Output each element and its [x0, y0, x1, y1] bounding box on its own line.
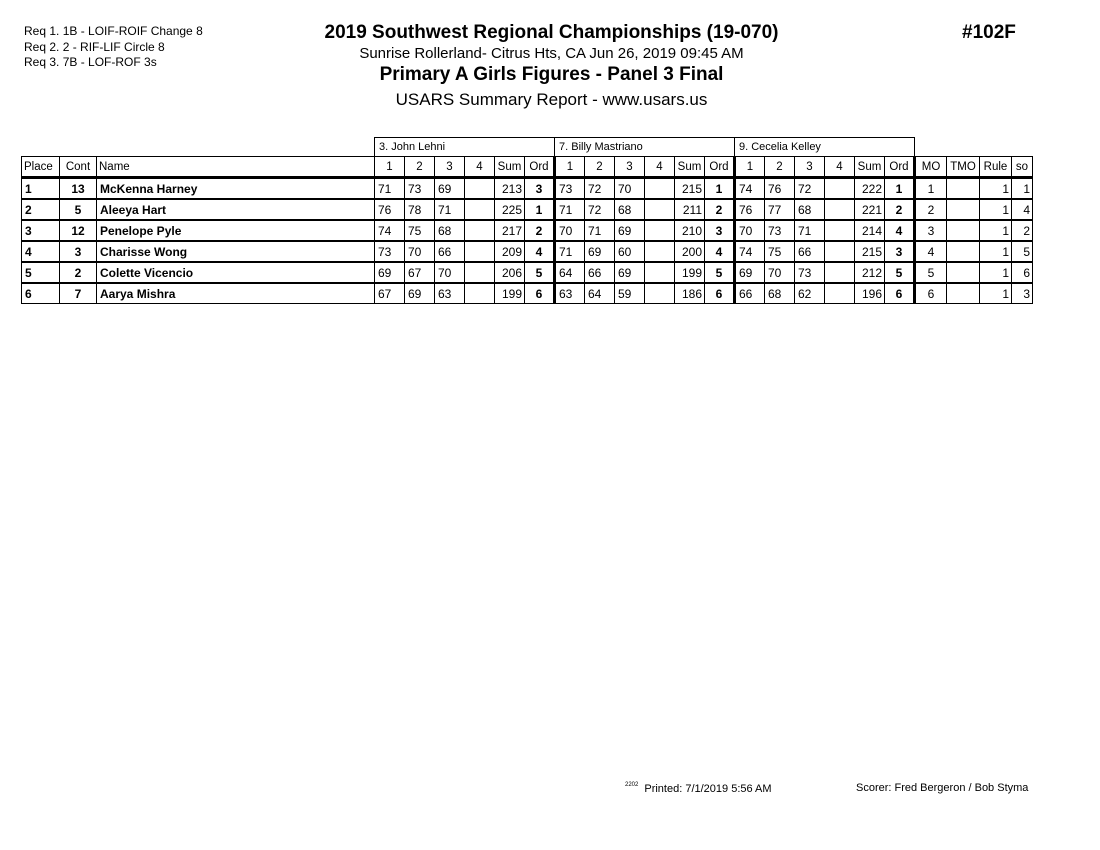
requirement-2: Req 2. 2 - RIF-LIF Circle 8 — [24, 39, 165, 54]
judge-2-sum: 199 — [675, 262, 705, 283]
judge-1-mark-1: 67 — [375, 283, 405, 304]
judge-1-mark-2: 67 — [405, 262, 435, 283]
judge-3-mark-4 — [825, 220, 855, 241]
header-place: Place — [22, 157, 60, 178]
so-cell: 3 — [1012, 283, 1033, 304]
judge-1-mark-3: 71 — [435, 199, 465, 220]
header-judge-1-mark-3: 3 — [435, 157, 465, 178]
header-cont: Cont — [60, 157, 97, 178]
header-judge-2-ord: Ord — [705, 157, 735, 178]
judge-3-mark-2: 68 — [765, 283, 795, 304]
judge-1-ordinal: 4 — [525, 241, 555, 262]
cont-cell: 3 — [60, 241, 97, 262]
header-judge-2-mark-2: 2 — [585, 157, 615, 178]
tmo-cell — [947, 262, 980, 283]
judge-2-mark-1: 64 — [555, 262, 585, 283]
judge-3-ordinal: 4 — [885, 220, 915, 241]
judge-3-name: 9. Cecelia Kelley — [735, 138, 915, 157]
cont-cell: 13 — [60, 178, 97, 200]
judge-2-mark-4 — [645, 178, 675, 200]
header-judge-1-mark-1: 1 — [375, 157, 405, 178]
tmo-cell — [947, 220, 980, 241]
mo-cell: 2 — [915, 199, 947, 220]
judge-2-mark-2: 64 — [585, 283, 615, 304]
place-cell: 5 — [22, 262, 60, 283]
judge-1-mark-2: 70 — [405, 241, 435, 262]
header-judge-1-sum: Sum — [495, 157, 525, 178]
judge-1-ordinal: 5 — [525, 262, 555, 283]
judge-1-mark-1: 69 — [375, 262, 405, 283]
header-judge-2-mark-1: 1 — [555, 157, 585, 178]
report-title: USARS Summary Report - www.usars.us — [395, 90, 708, 109]
printed-date: Printed: 7/1/2019 5:56 AM — [644, 783, 772, 795]
mo-cell: 3 — [915, 220, 947, 241]
judge-3-ordinal: 5 — [885, 262, 915, 283]
judge-3-mark-3: 66 — [795, 241, 825, 262]
judge-2-mark-3: 69 — [615, 262, 645, 283]
judge-1-mark-2: 73 — [405, 178, 435, 200]
header-rule: Rule — [980, 157, 1012, 178]
judge-2-mark-1: 71 — [555, 241, 585, 262]
judge-3-mark-2: 76 — [765, 178, 795, 200]
skater-name-cell: Charisse Wong — [97, 241, 375, 262]
judge-1-sum: 206 — [495, 262, 525, 283]
table-row — [22, 262, 1033, 283]
judge-2-mark-4 — [645, 262, 675, 283]
place-cell: 3 — [22, 220, 60, 241]
judge-1-name: 3. John Lehni — [375, 138, 555, 157]
judge-3-mark-1: 66 — [735, 283, 765, 304]
judge-3-ordinal: 2 — [885, 199, 915, 220]
report-code: 2202 — [625, 782, 639, 788]
judge-1-mark-3: 70 — [435, 262, 465, 283]
tmo-cell — [947, 241, 980, 262]
header-judge-3-mark-1: 1 — [735, 157, 765, 178]
judge-3-mark-2: 73 — [765, 220, 795, 241]
rule-cell: 1 — [980, 241, 1012, 262]
judge-3-ordinal: 3 — [885, 241, 915, 262]
rule-cell: 1 — [980, 283, 1012, 304]
judge-2-mark-4 — [645, 220, 675, 241]
requirement-3: Req 3. 7B - LOF-ROF 3s — [24, 55, 157, 69]
judge-2-mark-2: 72 — [585, 178, 615, 200]
so-cell: 1 — [1012, 178, 1033, 200]
judge-1-mark-4 — [465, 220, 495, 241]
judge-2-mark-4 — [645, 283, 675, 304]
header-judge-3-mark-4: 4 — [825, 157, 855, 178]
header-mo: MO — [915, 157, 947, 178]
judge-1-mark-4 — [465, 178, 495, 200]
judge-1-sum: 225 — [495, 199, 525, 220]
judge-2-mark-1: 71 — [555, 199, 585, 220]
judge-1-sum: 199 — [495, 283, 525, 304]
table-row — [22, 220, 1033, 241]
judge-3-ordinal: 6 — [885, 283, 915, 304]
judge-1-mark-2: 69 — [405, 283, 435, 304]
judge-1-mark-1: 71 — [375, 178, 405, 200]
place-cell: 1 — [22, 178, 60, 200]
cont-cell: 5 — [60, 199, 97, 220]
table-row — [22, 283, 1033, 304]
scorer-info: Scorer: Fred Bergeron / Bob Styma — [856, 782, 1029, 794]
judge-2-name: 7. Billy Mastriano — [555, 138, 735, 157]
event-title: Primary A Girls Figures - Panel 3 Final — [379, 64, 724, 85]
judge-2-sum: 215 — [675, 178, 705, 200]
mo-cell: 1 — [915, 178, 947, 200]
judge-2-mark-3: 68 — [615, 199, 645, 220]
judge-3-mark-1: 70 — [735, 220, 765, 241]
judge-2-sum: 210 — [675, 220, 705, 241]
column-header-row — [22, 157, 1033, 178]
judge-1-ordinal: 2 — [525, 220, 555, 241]
header-judge-1-ord: Ord — [525, 157, 555, 178]
table-row — [22, 178, 1033, 200]
judge-1-ordinal: 1 — [525, 199, 555, 220]
judge-2-mark-2: 71 — [585, 220, 615, 241]
venue-date: Sunrise Rollerland- Citrus Hts, CA Jun 26, 2019 09:45 AM — [359, 45, 744, 62]
header-judge-3-sum: Sum — [855, 157, 885, 178]
judge-3-mark-3: 62 — [795, 283, 825, 304]
judge-3-sum: 215 — [855, 241, 885, 262]
results-table — [21, 137, 1033, 304]
judge-3-sum: 196 — [855, 283, 885, 304]
judge-2-mark-3: 59 — [615, 283, 645, 304]
skater-name-cell: Penelope Pyle — [97, 220, 375, 241]
judge-2-sum: 200 — [675, 241, 705, 262]
judge-3-mark-3: 71 — [795, 220, 825, 241]
tmo-cell — [947, 199, 980, 220]
requirement-1: Req 1. 1B - LOIF-ROIF Change 8 — [24, 24, 203, 38]
printed-info — [625, 782, 772, 795]
place-cell: 4 — [22, 241, 60, 262]
competition-title: 2019 Southwest Regional Championships (19-070) — [324, 22, 779, 43]
judge-1-mark-4 — [465, 199, 495, 220]
judge-3-mark-4 — [825, 262, 855, 283]
judge-2-ordinal: 1 — [705, 178, 735, 200]
rule-cell: 1 — [980, 262, 1012, 283]
judge-2-ordinal: 4 — [705, 241, 735, 262]
judge-2-mark-2: 69 — [585, 241, 615, 262]
judge-2-ordinal: 2 — [705, 199, 735, 220]
judge-3-mark-1: 74 — [735, 241, 765, 262]
judge-2-mark-4 — [645, 241, 675, 262]
judge-1-mark-4 — [465, 241, 495, 262]
judge-1-mark-3: 63 — [435, 283, 465, 304]
rule-cell: 1 — [980, 199, 1012, 220]
judge-3-mark-1: 69 — [735, 262, 765, 283]
header-judge-2-mark-3: 3 — [615, 157, 645, 178]
judge-1-mark-3: 68 — [435, 220, 465, 241]
place-cell: 6 — [22, 283, 60, 304]
judge-1-ordinal: 3 — [525, 178, 555, 200]
judge-2-sum: 186 — [675, 283, 705, 304]
judge-1-mark-1: 76 — [375, 199, 405, 220]
cont-cell: 12 — [60, 220, 97, 241]
judge-1-mark-4 — [465, 262, 495, 283]
skater-name-cell: McKenna Harney — [97, 178, 375, 200]
skater-name-cell: Aleeya Hart — [97, 199, 375, 220]
judge-2-mark-1: 73 — [555, 178, 585, 200]
header-so: so — [1012, 157, 1033, 178]
judge-3-sum: 214 — [855, 220, 885, 241]
judge-3-mark-3: 72 — [795, 178, 825, 200]
mo-cell: 4 — [915, 241, 947, 262]
requirements-list — [24, 24, 203, 71]
judge-3-mark-4 — [825, 178, 855, 200]
tmo-cell — [947, 178, 980, 200]
place-cell: 2 — [22, 199, 60, 220]
judge-3-mark-1: 76 — [735, 199, 765, 220]
judge-3-mark-3: 73 — [795, 262, 825, 283]
judge-3-mark-4 — [825, 241, 855, 262]
skater-name-cell: Colette Vicencio — [97, 262, 375, 283]
table-row — [22, 199, 1033, 220]
header-name: Name — [97, 157, 375, 178]
header-judge-2-mark-4: 4 — [645, 157, 675, 178]
table-row — [22, 241, 1033, 262]
judge-1-mark-4 — [465, 283, 495, 304]
judge-3-sum: 221 — [855, 199, 885, 220]
judge-2-mark-3: 69 — [615, 220, 645, 241]
so-cell: 5 — [1012, 241, 1033, 262]
header-judge-1-mark-2: 2 — [405, 157, 435, 178]
judge-2-mark-2: 72 — [585, 199, 615, 220]
mo-cell: 5 — [915, 262, 947, 283]
so-cell: 4 — [1012, 199, 1033, 220]
judge-2-mark-1: 70 — [555, 220, 585, 241]
judge-3-mark-4 — [825, 283, 855, 304]
judge-3-mark-2: 77 — [765, 199, 795, 220]
judge-2-ordinal: 5 — [705, 262, 735, 283]
header-tmo: TMO — [947, 157, 980, 178]
tmo-cell — [947, 283, 980, 304]
judge-1-mark-2: 78 — [405, 199, 435, 220]
judges-row — [22, 138, 1033, 157]
judge-2-mark-1: 63 — [555, 283, 585, 304]
so-cell: 2 — [1012, 220, 1033, 241]
so-cell: 6 — [1012, 262, 1033, 283]
judge-1-mark-3: 69 — [435, 178, 465, 200]
judge-2-ordinal: 6 — [705, 283, 735, 304]
judge-1-sum: 213 — [495, 178, 525, 200]
judge-1-sum: 209 — [495, 241, 525, 262]
rule-cell: 1 — [980, 178, 1012, 200]
header-judge-3-mark-3: 3 — [795, 157, 825, 178]
judge-3-mark-1: 74 — [735, 178, 765, 200]
judge-2-mark-4 — [645, 199, 675, 220]
header-judge-2-sum: Sum — [675, 157, 705, 178]
judge-1-mark-2: 75 — [405, 220, 435, 241]
rule-cell: 1 — [980, 220, 1012, 241]
judge-3-mark-4 — [825, 199, 855, 220]
header-judge-1-mark-4: 4 — [465, 157, 495, 178]
judge-2-mark-3: 70 — [615, 178, 645, 200]
judge-2-ordinal: 3 — [705, 220, 735, 241]
judge-1-mark-1: 74 — [375, 220, 405, 241]
judge-3-mark-2: 70 — [765, 262, 795, 283]
judge-2-mark-3: 60 — [615, 241, 645, 262]
skater-name-cell: Aarya Mishra — [97, 283, 375, 304]
event-number: #102F — [962, 22, 1016, 43]
judge-1-mark-1: 73 — [375, 241, 405, 262]
cont-cell: 7 — [60, 283, 97, 304]
judge-3-sum: 222 — [855, 178, 885, 200]
judge-3-sum: 212 — [855, 262, 885, 283]
judge-1-sum: 217 — [495, 220, 525, 241]
cont-cell: 2 — [60, 262, 97, 283]
judge-1-mark-3: 66 — [435, 241, 465, 262]
judge-3-mark-2: 75 — [765, 241, 795, 262]
header-judge-3-mark-2: 2 — [765, 157, 795, 178]
mo-cell: 6 — [915, 283, 947, 304]
judge-1-ordinal: 6 — [525, 283, 555, 304]
judge-3-ordinal: 1 — [885, 178, 915, 200]
judge-3-mark-3: 68 — [795, 199, 825, 220]
header-judge-3-ord: Ord — [885, 157, 915, 178]
judge-2-mark-2: 66 — [585, 262, 615, 283]
judge-2-sum: 211 — [675, 199, 705, 220]
